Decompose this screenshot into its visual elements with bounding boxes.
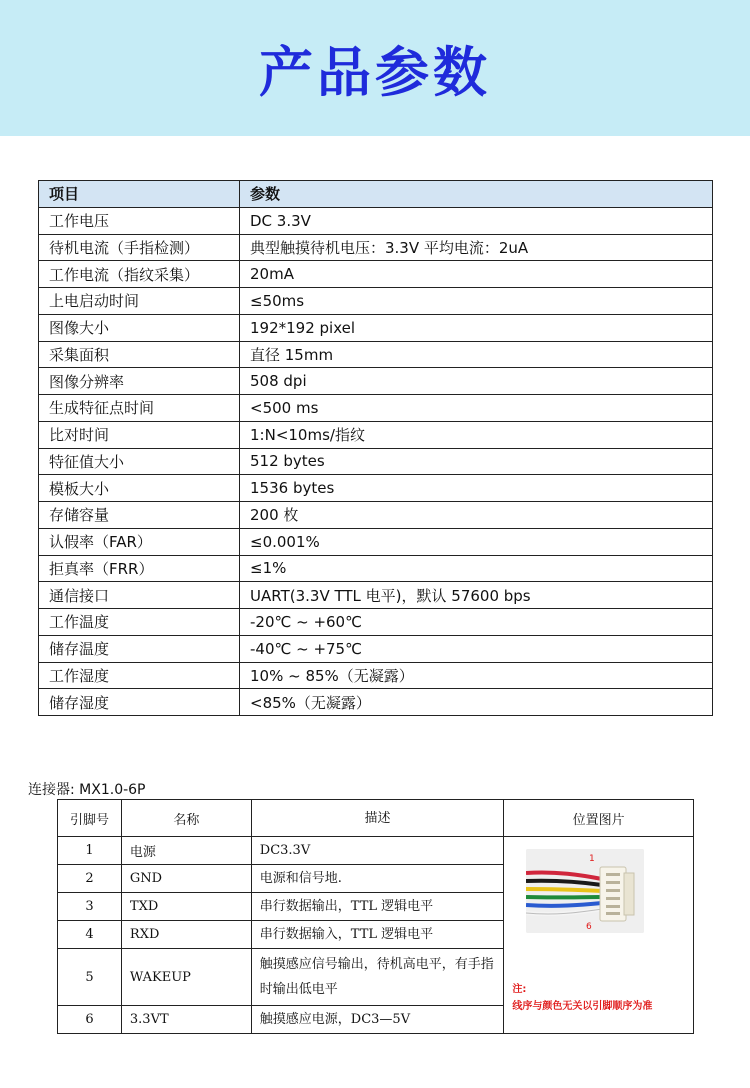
header-desc: 描述 [251, 800, 504, 837]
parameter-name: 工作电压 [39, 207, 240, 234]
parameter-row [39, 448, 713, 475]
parameter-name: 图像大小 [39, 314, 240, 341]
pin-number: 6 [58, 1006, 122, 1034]
pin-1-label: 1 [589, 854, 596, 864]
pin-6-label: 6 [586, 922, 593, 932]
parameter-value: -20℃ ~ +60℃ [240, 609, 713, 636]
header-pin: 引脚号 [58, 800, 122, 837]
header-value: 参数 [240, 181, 713, 208]
pin-description: 触摸感应电源，DC3—5V [251, 1006, 504, 1034]
title-banner [0, 0, 750, 136]
parameter-value: 典型触摸待机电压：3.3V 平均电流：2uA [240, 234, 713, 261]
parameter-row [39, 528, 713, 555]
parameter-value: <500 ms [240, 395, 713, 422]
parameter-name: 储存温度 [39, 635, 240, 662]
parameter-row [39, 689, 713, 716]
pin-name: WAKEUP [121, 949, 251, 1006]
pin-description: 触摸感应信号输出，待机高电平，有手指时输出低电平 [251, 949, 504, 1006]
parameter-value: 508 dpi [240, 368, 713, 395]
parameter-value: 1:N<10ms/指纹 [240, 421, 713, 448]
parameter-row [39, 582, 713, 609]
parameter-name: 图像分辨率 [39, 368, 240, 395]
pin-description: DC3.3V [251, 837, 504, 865]
header-name: 名称 [121, 800, 251, 837]
parameter-name: 比对时间 [39, 421, 240, 448]
parameter-row [39, 555, 713, 582]
header-item: 项目 [39, 181, 240, 208]
pin-table-header [58, 800, 694, 837]
pin-row [58, 837, 694, 865]
parameter-value: 10% ~ 85%（无凝露） [240, 662, 713, 689]
parameter-name: 工作湿度 [39, 662, 240, 689]
pin-name: RXD [121, 921, 251, 949]
parameter-value: ≤0.001% [240, 528, 713, 555]
pin-name: 电源 [121, 837, 251, 865]
parameter-row [39, 662, 713, 689]
parameter-name: 拒真率（FRR） [39, 555, 240, 582]
parameter-value: DC 3.3V [240, 207, 713, 234]
parameter-row [39, 502, 713, 529]
connector-title: 连接器: MX1.0-6P [28, 782, 146, 798]
parameter-name: 通信接口 [39, 582, 240, 609]
parameter-row [39, 395, 713, 422]
parameter-row [39, 341, 713, 368]
parameter-row [39, 288, 713, 315]
parameter-row [39, 609, 713, 636]
wiring-note [512, 981, 652, 1015]
parameter-value: 192*192 pixel [240, 314, 713, 341]
pin-description: 电源和信号地. [251, 865, 504, 893]
header-image: 位置图片 [504, 800, 694, 837]
pin-number: 2 [58, 865, 122, 893]
pin-number: 4 [58, 921, 122, 949]
parameter-name: 工作电流（指纹采集） [39, 261, 240, 288]
parameter-value: -40℃ ~ +75℃ [240, 635, 713, 662]
parameter-name: 采集面积 [39, 341, 240, 368]
parameter-table-header [39, 181, 713, 208]
pin-table [57, 799, 694, 1034]
pin-name: 3.3VT [121, 1006, 251, 1034]
note-title: 注: [512, 984, 527, 995]
parameter-row [39, 421, 713, 448]
parameter-value: 512 bytes [240, 448, 713, 475]
pin-number: 5 [58, 949, 122, 1006]
parameter-value: ≤1% [240, 555, 713, 582]
pin-description: 串行数据输入，TTL 逻辑电平 [251, 921, 504, 949]
parameter-name: 工作温度 [39, 609, 240, 636]
parameter-name: 模板大小 [39, 475, 240, 502]
parameter-name: 上电启动时间 [39, 288, 240, 315]
pin-description: 串行数据输出，TTL 逻辑电平 [251, 893, 504, 921]
parameter-value: 20mA [240, 261, 713, 288]
parameter-row [39, 635, 713, 662]
parameter-table [38, 180, 713, 716]
parameter-value: ≤50ms [240, 288, 713, 315]
note-text: 线序与颜色无关以引脚顺序为准 [512, 1001, 653, 1012]
pin-name: TXD [121, 893, 251, 921]
parameter-value: <85%（无凝露） [240, 689, 713, 716]
pin-number: 3 [58, 893, 122, 921]
parameter-name: 认假率（FAR） [39, 528, 240, 555]
parameter-row [39, 314, 713, 341]
connector-photo [526, 849, 644, 933]
pin-number: 1 [58, 837, 122, 865]
parameter-name: 存储容量 [39, 502, 240, 529]
page-title: 产品参数 [259, 40, 491, 104]
parameter-row [39, 207, 713, 234]
parameter-row [39, 368, 713, 395]
parameter-value: 直径 15mm [240, 341, 713, 368]
parameter-value: 1536 bytes [240, 475, 713, 502]
parameter-name: 生成特征点时间 [39, 395, 240, 422]
parameter-row [39, 475, 713, 502]
parameter-name: 特征值大小 [39, 448, 240, 475]
connector-image-cell [504, 837, 694, 1034]
parameter-name: 待机电流（手指检测） [39, 234, 240, 261]
parameter-row [39, 261, 713, 288]
parameter-name: 储存湿度 [39, 689, 240, 716]
parameter-value: 200 枚 [240, 502, 713, 529]
parameter-row [39, 234, 713, 261]
parameter-value: UART(3.3V TTL 电平)，默认 57600 bps [240, 582, 713, 609]
pin-name: GND [121, 865, 251, 893]
